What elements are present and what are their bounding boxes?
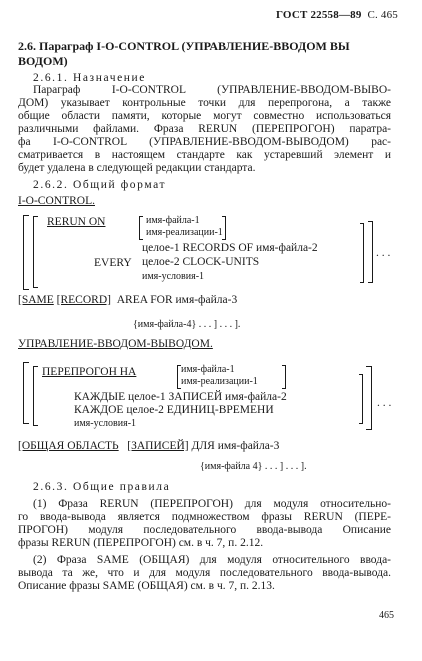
purpose-line-1: Параграф I-O-CONTROL (УПРАВЛЕНИЕ-ВВОДОМ-ВЫВО- (33, 84, 391, 96)
rule-2-line-2: вывода та же, что и для модуля последовательного ввода-вывода. (18, 567, 391, 579)
purpose-line-7: будет удалена в следующей редакции стандарта. (18, 162, 256, 174)
format-ru-title: УПРАВЛЕНИЕ-ВВОДОМ-ВЫВОДОМ. (18, 338, 213, 350)
area-for-clause: AREA FOR имя-файла-3 (116, 294, 238, 306)
outer-right-bracket-ru (366, 366, 372, 430)
page-number: 465 (379, 610, 394, 621)
rule-1-line-3: ПРОГОН) модуля последовательного ввода-вывода Описание (18, 524, 391, 536)
each-records-clause: КАЖДЫЕ целое-1 ЗАПИСЕЙ имя-файла-2 (74, 391, 287, 403)
common-area-clause (18, 440, 279, 453)
for-clause: ДЛЯ имя-файла-3 (191, 440, 280, 452)
format-en-title: I-O-CONTROL. (18, 195, 95, 207)
file-name-4-repeat: {имя-файла-4} . . . ] . . . ]. (133, 319, 241, 330)
purpose-line-6: сматривается в настоящем стандарте как устаревший элемент и (18, 149, 391, 161)
each-time-units-clause: КАЖДОЕ целое-2 ЕДИНИЦ-ВРЕМЕНИ (74, 404, 274, 416)
condition-name-1-ru: имя-условия-1 (74, 418, 137, 429)
outer-right-bracket (368, 221, 373, 283)
rule-1-line-1: (1) Фраза RERUN (ПЕРЕПРОГОН) для модуля относительно- (33, 498, 391, 510)
rule-2-line-3: Описание фразы SAME (ОБЩАЯ) см. в ч. 7, п. 2.13. (18, 580, 275, 592)
standard-number: ГОСТ 22558—89 (276, 9, 362, 21)
purpose-line-4: различными файлами. Фраза RERUN (ПЕРЕПРОГОН) паратра- (18, 123, 391, 135)
inner-left-brace (33, 216, 38, 288)
subsection-2-6-3-heading: 2.6.3. Общие правила (33, 481, 171, 493)
impl-name-1: имя-реализации-1 (146, 227, 223, 238)
inner-right-brace (360, 223, 364, 283)
rerun-ru-keyword (42, 366, 136, 379)
rule-1-line-4: фразы RERUN (ПЕРЕПРОГОН) см. в ч. 7, п. 2.12. (18, 537, 264, 549)
running-header (276, 9, 398, 21)
section-title-line-2: ВОДОМ) (18, 54, 68, 68)
same-clause (18, 294, 237, 307)
rule-1-line-2: го ввода-вывода является подмножеством фразы RERUN (ПЕРЕ- (18, 511, 391, 523)
file-name-1: имя-файла-1 (146, 215, 200, 226)
rule-2-line-1: (2) Фраза SAME (ОБЩАЯ) для модуля относительного ввода- (33, 554, 391, 566)
rerun-on-keyword (47, 216, 105, 229)
subsection-2-6-2-heading: 2.6.2. Общий формат (33, 179, 167, 191)
record-keyword: [RECORD] (56, 294, 111, 306)
purpose-line-2: ДОМ) указывает контрольные точки для перепрогона, а также (18, 97, 391, 109)
records-ru-keyword: [ЗАПИСЕЙ] (127, 440, 189, 452)
outer-left-bracket-ru (23, 362, 29, 424)
same-keyword: [SAME (18, 294, 54, 306)
subsection-2-6-1-heading: 2.6.1. Назначение (33, 72, 147, 84)
inner-right-brace-ru (359, 374, 363, 424)
inner-left-brace-ru (33, 366, 38, 426)
records-of-clause: целое-1 RECORDS OF имя-файла-2 (142, 242, 318, 254)
choice-brace-right-ru (282, 365, 286, 389)
purpose-line-3: общие области памяти, которые могут совместно использоваться (18, 110, 391, 122)
clock-units-clause: целое-2 CLOCK-UNITS (142, 256, 260, 268)
choice-brace-left-1 (139, 216, 143, 240)
format-ellipsis-2: . . . (377, 397, 392, 409)
rerun-keyword: RERUN ON (47, 216, 106, 228)
file-name-4-repeat-ru: {имя-файла 4} . . . ] . . . ]. (200, 461, 307, 472)
impl-name-1-ru: имя-реализации-1 (181, 376, 258, 387)
outer-left-bracket (23, 215, 29, 290)
choice-brace-left-ru (177, 365, 181, 389)
file-name-1-ru: имя-файла-1 (181, 364, 235, 375)
common-area-keyword: [ОБЩАЯ ОБЛАСТЬ (18, 440, 119, 452)
condition-name-1: имя-условия-1 (142, 271, 205, 282)
perepogon-keyword: ПЕРЕПРОГОН НА (42, 366, 137, 378)
section-title-line-1: 2.6. Параграф I-O-CONTROL (УПРАВЛЕНИЕ-ВВОДОМ ВЫ (18, 39, 350, 53)
choice-brace-right-1 (222, 216, 226, 240)
every-keyword: EVERY (94, 257, 132, 269)
purpose-line-5: фа I-O-CONTROL (УПРАВЛЕНИЕ-ВВОДОМ-ВЫВОДОМ) рас- (18, 136, 391, 148)
format-ellipsis-1: . . . (376, 247, 391, 259)
page-ref: С. 465 (367, 9, 398, 21)
